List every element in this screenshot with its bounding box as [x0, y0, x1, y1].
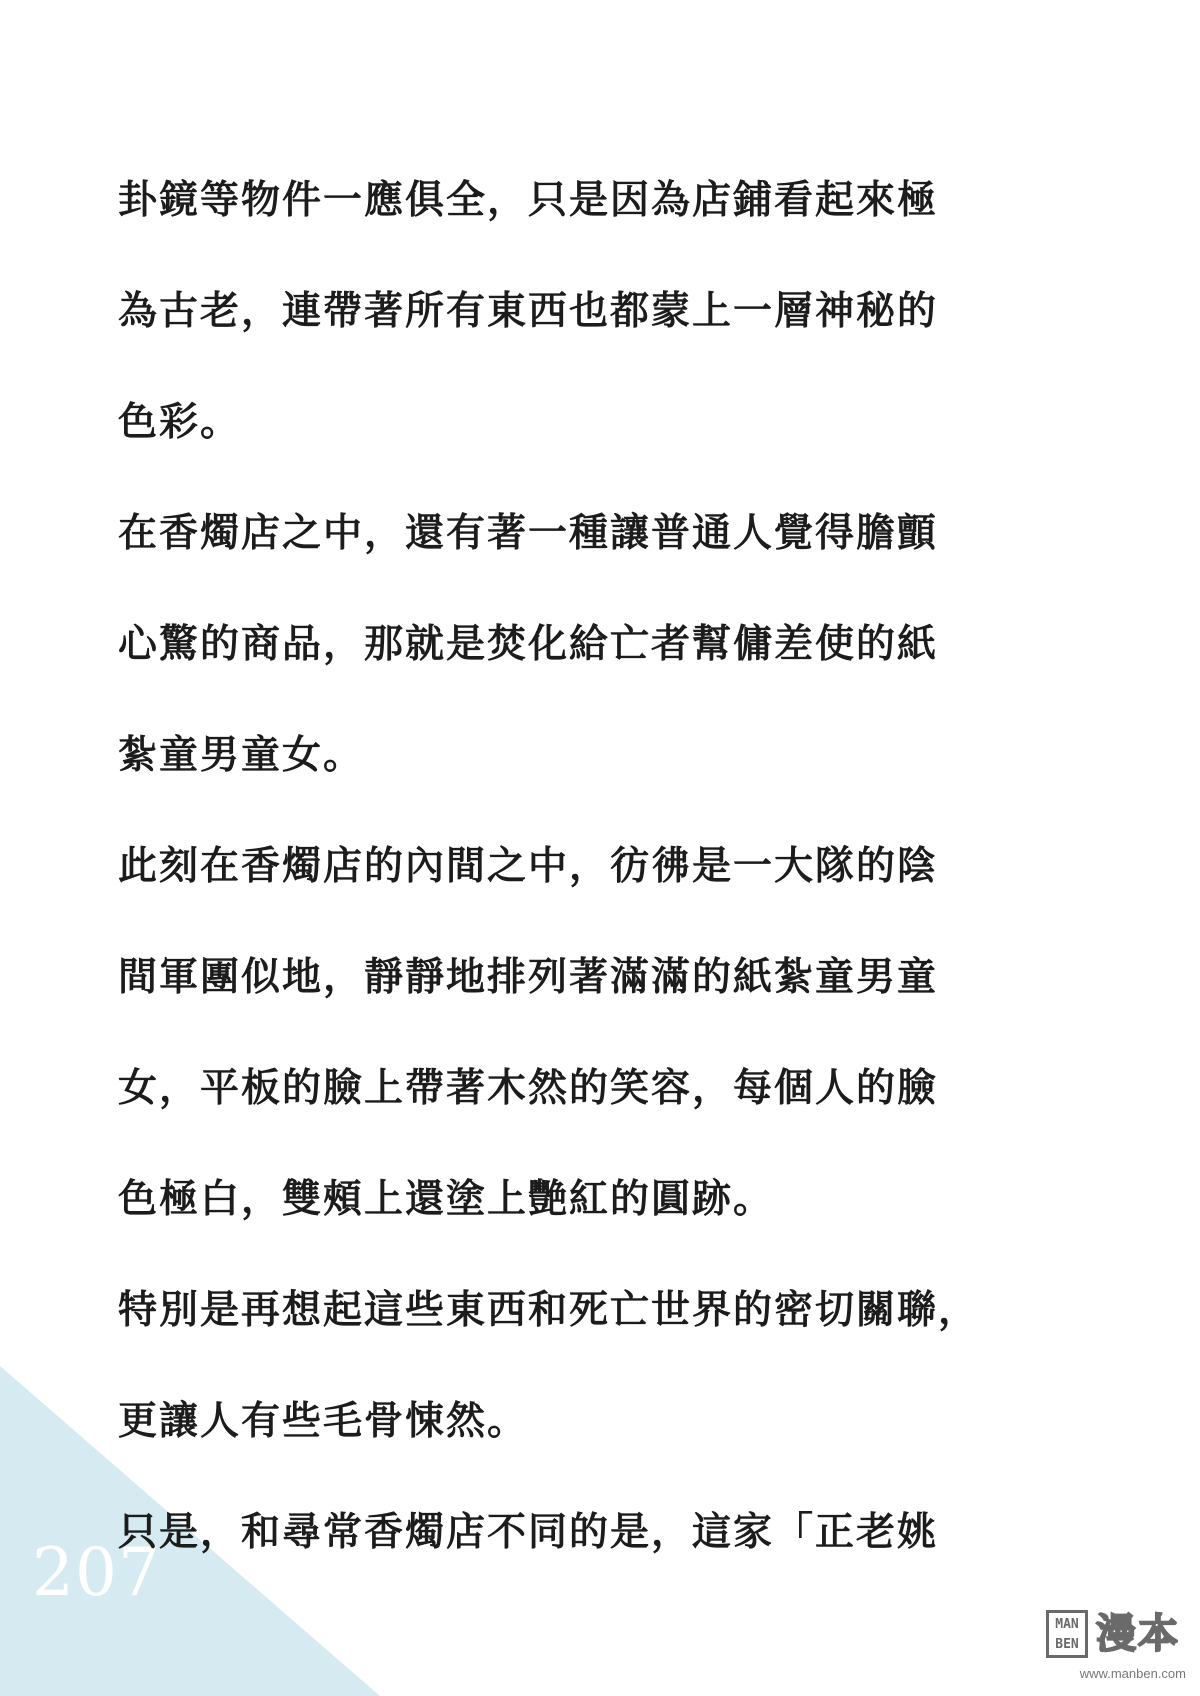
watermark-url: www.manben.com	[1079, 1666, 1186, 1681]
text-line: 間軍團似地，靜靜地排列著滿滿的紙紮童男童	[118, 955, 939, 1000]
text-line: 特別是再想起這些東西和死亡世界的密切關聯，	[118, 1288, 980, 1333]
text-line: 此刻在香燭店的內間之中，彷彿是一大隊的陰	[118, 844, 939, 889]
text-line: 色極白，雙頰上還塗上艷紅的圓跡。	[118, 1177, 775, 1222]
text-line: 女，平板的臉上帶著木然的笑容，每個人的臉	[118, 1066, 939, 1111]
text-line: 在香燭店之中，還有著一種讓普通人覺得膽顫	[118, 511, 939, 556]
page-number: 207	[32, 1534, 161, 1611]
manben-logo-icon	[1046, 1610, 1088, 1658]
text-line: 紮童男童女。	[118, 733, 365, 778]
body-text	[118, 168, 1098, 1611]
text-line: 色彩。	[118, 400, 242, 445]
watermark-name: 漫本	[1096, 1611, 1180, 1657]
watermark-logo	[1046, 1608, 1186, 1688]
text-line: 為古老，連帶著所有東西也都蒙上一層神秘的	[118, 289, 939, 334]
logo-icon-bottom-text: BEN	[1055, 1637, 1079, 1652]
text-line: 卦鏡等物件一應俱全，只是因為店鋪看起來極	[118, 178, 939, 223]
text-line: 只是，和尋常香燭店不同的是，這家「正老姚	[118, 1510, 939, 1555]
text-line: 更讓人有些毛骨悚然。	[118, 1399, 529, 1444]
logo-icon-top-text: MAN	[1055, 1617, 1079, 1632]
text-line: 心驚的商品，那就是焚化給亡者幫傭差使的紙	[118, 622, 939, 667]
